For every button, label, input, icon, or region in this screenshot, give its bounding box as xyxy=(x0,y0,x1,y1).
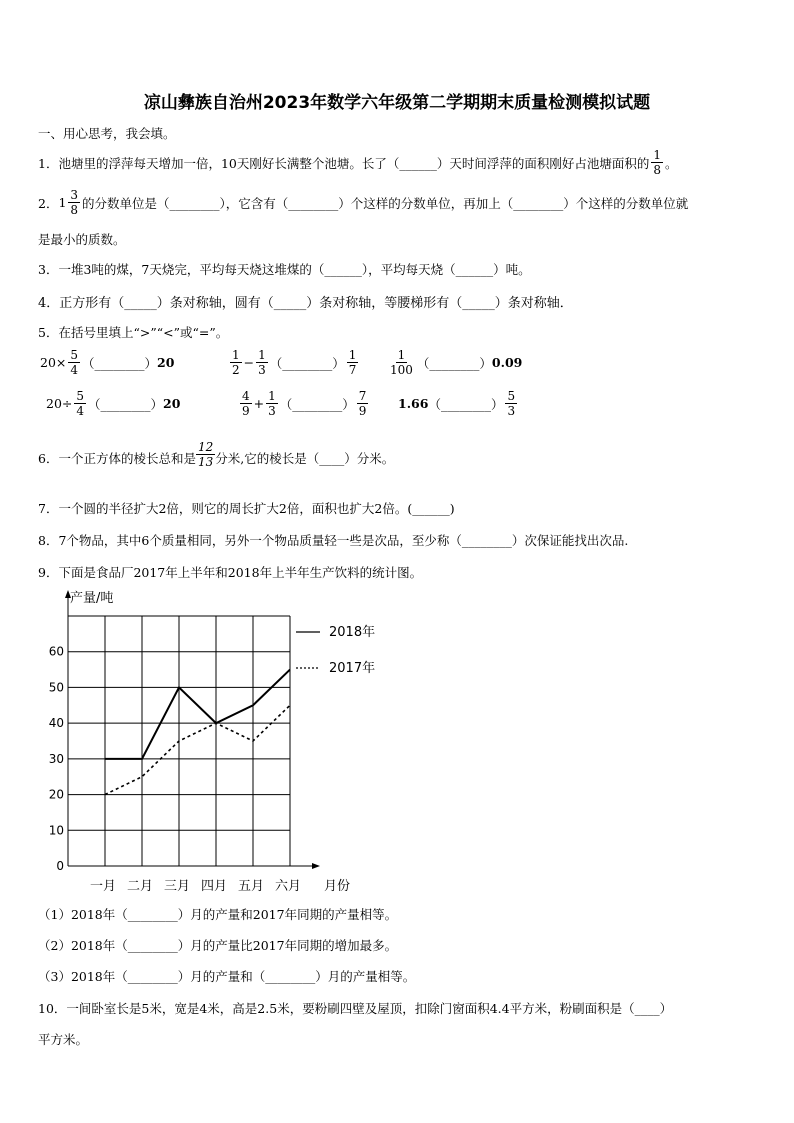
compare-item-a: 20× $\frac{5}{4}$ （________） 20 xyxy=(40,348,175,377)
x-tick-label: 三月 xyxy=(163,879,191,894)
y-tick-label: 0 xyxy=(56,859,64,873)
y-axis-label: 产量/吨 xyxy=(70,591,114,606)
question-2-text: 的分数单位是（________），它含有（________）个这样的分数单位，再加上（________）个这样的分数单位就 xyxy=(82,195,689,211)
question-10-continued: 平方米。 xyxy=(38,1032,89,1047)
series-line-2018年 xyxy=(105,670,290,759)
question-6: 6．一个正方体的棱长总和是 $\frac{12}{13}$ 分米,它的棱长是（____）分米。 xyxy=(38,440,395,469)
compare-item-c: $\frac{1}{100}$ （________） 0.09 xyxy=(390,348,523,377)
question-2: 2． 1 $\frac{3}{8}$ 的分数单位是（________），它含有（________）个这样的分数单位，再加上（________）个这样的分数单位就 xyxy=(38,188,689,217)
compare-item-f: 1.66 （________） $\frac{5}{3}$ xyxy=(398,389,516,418)
mixed-number: 1 $\frac{3}{8}$ xyxy=(58,188,79,217)
x-tick-label: 四月 xyxy=(200,879,228,894)
x-tick-label: 五月 xyxy=(237,879,265,894)
y-tick-label: 20 xyxy=(48,787,64,802)
compare-item-d: 20÷ $\frac{5}{4}$ （________） 20 xyxy=(46,389,181,418)
x-axis-label: 月份 xyxy=(324,879,351,894)
compare-item-b: $\frac{1}{2}$ − $\frac{1}{3}$ （________） $\frac{1}{7}$ xyxy=(232,348,357,377)
question-4: 4．正方形有（_____）条对称轴，圆有（_____）条对称轴，等腰梯形有（_____）条对称轴． xyxy=(38,296,573,311)
page-title: 凉山彝族自治州2023年数学六年级第二学期期末质量检测模拟试题 xyxy=(143,93,651,113)
question-9-part-2: （2）2018年（________）月的产量比2017年同期的增加最多。 xyxy=(38,938,398,953)
question-5-intro: 5．在括号里填上“>”“<”或“=”。 xyxy=(38,325,229,340)
compare-item-e: $\frac{4}{9}$ + $\frac{1}{3}$ （________） $\frac{7}{9}$ xyxy=(242,389,367,418)
question-1-text: 1．池塘里的浮萍每天增加一倍，10天刚好长满整个池塘。长了（______）天时间浮萍的面积刚好占池塘面积的 xyxy=(38,155,650,171)
question-9-part-3: （3）2018年（________）月的产量和（________）月的产量相等。 xyxy=(38,969,416,984)
question-9: 9．下面是食品厂2017年上半年和2018年上半年生产饮料的统计图。 xyxy=(38,565,423,580)
x-tick-label: 二月 xyxy=(126,879,154,894)
legend-label: 2018年 xyxy=(329,625,376,640)
question-1: 1．池塘里的浮萍每天增加一倍，10天刚好长满整个池塘。长了（______）天时间浮萍的面积刚好占池塘面积的 $\frac{1}{8}$ 。 xyxy=(38,148,678,177)
y-tick-label: 60 xyxy=(48,644,64,659)
question-8: 8．7个物品，其中6个质量相同，另外一个物品质量轻一些是次品，至少称（________）次保证能找出次品. xyxy=(38,533,629,548)
question-2-continued: 是最小的质数。 xyxy=(38,232,126,247)
fraction: $\frac{12}{13}$ xyxy=(197,440,214,469)
fraction: $\frac{1}{8}$ xyxy=(653,148,662,177)
question-7: 7．一个圆的半径扩大2倍，则它的周长扩大2倍，面积也扩大2倍。(______) xyxy=(38,501,455,516)
y-tick-label: 10 xyxy=(48,823,64,838)
series-line-2017年 xyxy=(105,705,290,794)
y-tick-label: 30 xyxy=(48,751,64,766)
y-tick-label: 50 xyxy=(48,680,64,695)
line-chart xyxy=(38,588,398,898)
x-tick-label: 一月 xyxy=(89,879,117,894)
x-axis-arrow xyxy=(312,863,320,869)
line-chart-svg xyxy=(38,588,398,898)
question-9-part-1: （1）2018年（________）月的产量和2017年同期的产量相等。 xyxy=(38,907,398,922)
section-heading: 一、用心思考，我会填。 xyxy=(38,126,176,141)
question-10: 10．一间卧室长是5米，宽是4米，高是2.5米，要粉刷四壁及屋顶，扣除门窗面积4.4平方米，粉刷面积是（____） xyxy=(38,1001,673,1016)
x-tick-label: 六月 xyxy=(274,879,302,894)
question-3: 3．一堆3吨的煤，7天烧完，平均每天烧这堆煤的（______），平均每天烧（______）吨。 xyxy=(38,262,531,277)
y-tick-label: 40 xyxy=(48,716,64,731)
legend-label: 2017年 xyxy=(329,661,376,676)
